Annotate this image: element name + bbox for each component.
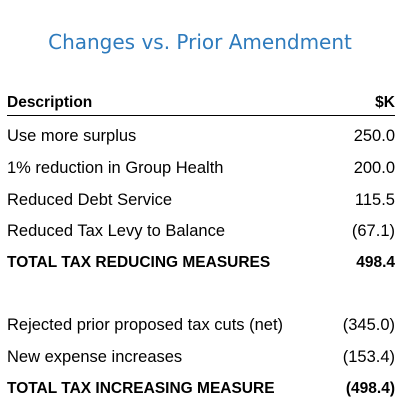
- row-value: 115.5: [354, 191, 395, 209]
- row-value: (67.1): [351, 222, 395, 240]
- row-label: TOTAL TAX REDUCING MEASURES: [7, 254, 271, 271]
- table-row-group-health-reduction: [7, 159, 395, 181]
- row-label: New expense increases: [7, 348, 183, 366]
- row-value: (153.4): [342, 348, 395, 366]
- row-label: Rejected prior proposed tax cuts (net): [7, 316, 284, 334]
- row-value: 200.0: [353, 159, 395, 177]
- table-row-use-more-surplus: [7, 127, 395, 149]
- table-row-total-tax-reducing: [7, 254, 395, 276]
- table-row-total-tax-increasing: [7, 380, 395, 402]
- row-value: 250.0: [353, 127, 395, 145]
- description-column-header: Description: [7, 94, 93, 111]
- row-value: (345.0): [342, 316, 395, 334]
- row-label: 1% reduction in Group Health: [7, 159, 224, 177]
- table-header: [7, 91, 395, 116]
- row-value: 498.4: [356, 254, 395, 271]
- row-label: Reduced Tax Levy to Balance: [7, 222, 226, 240]
- table-row-rejected-tax-cuts: [7, 316, 395, 338]
- row-label: TOTAL TAX INCREASING MEASURE: [7, 380, 275, 397]
- row-label: Use more surplus: [7, 127, 137, 145]
- amount-column-header: $K: [375, 94, 395, 111]
- table-row-reduced-debt-service: [7, 191, 395, 213]
- table-row-new-expense-increases: [7, 348, 395, 370]
- changes-table: [7, 91, 395, 397]
- table-row-reduced-tax-levy: [7, 222, 395, 244]
- row-value: (498.4): [345, 380, 395, 397]
- row-label: Reduced Debt Service: [7, 191, 173, 209]
- page-title: Changes vs. Prior Amendment: [48, 30, 352, 54]
